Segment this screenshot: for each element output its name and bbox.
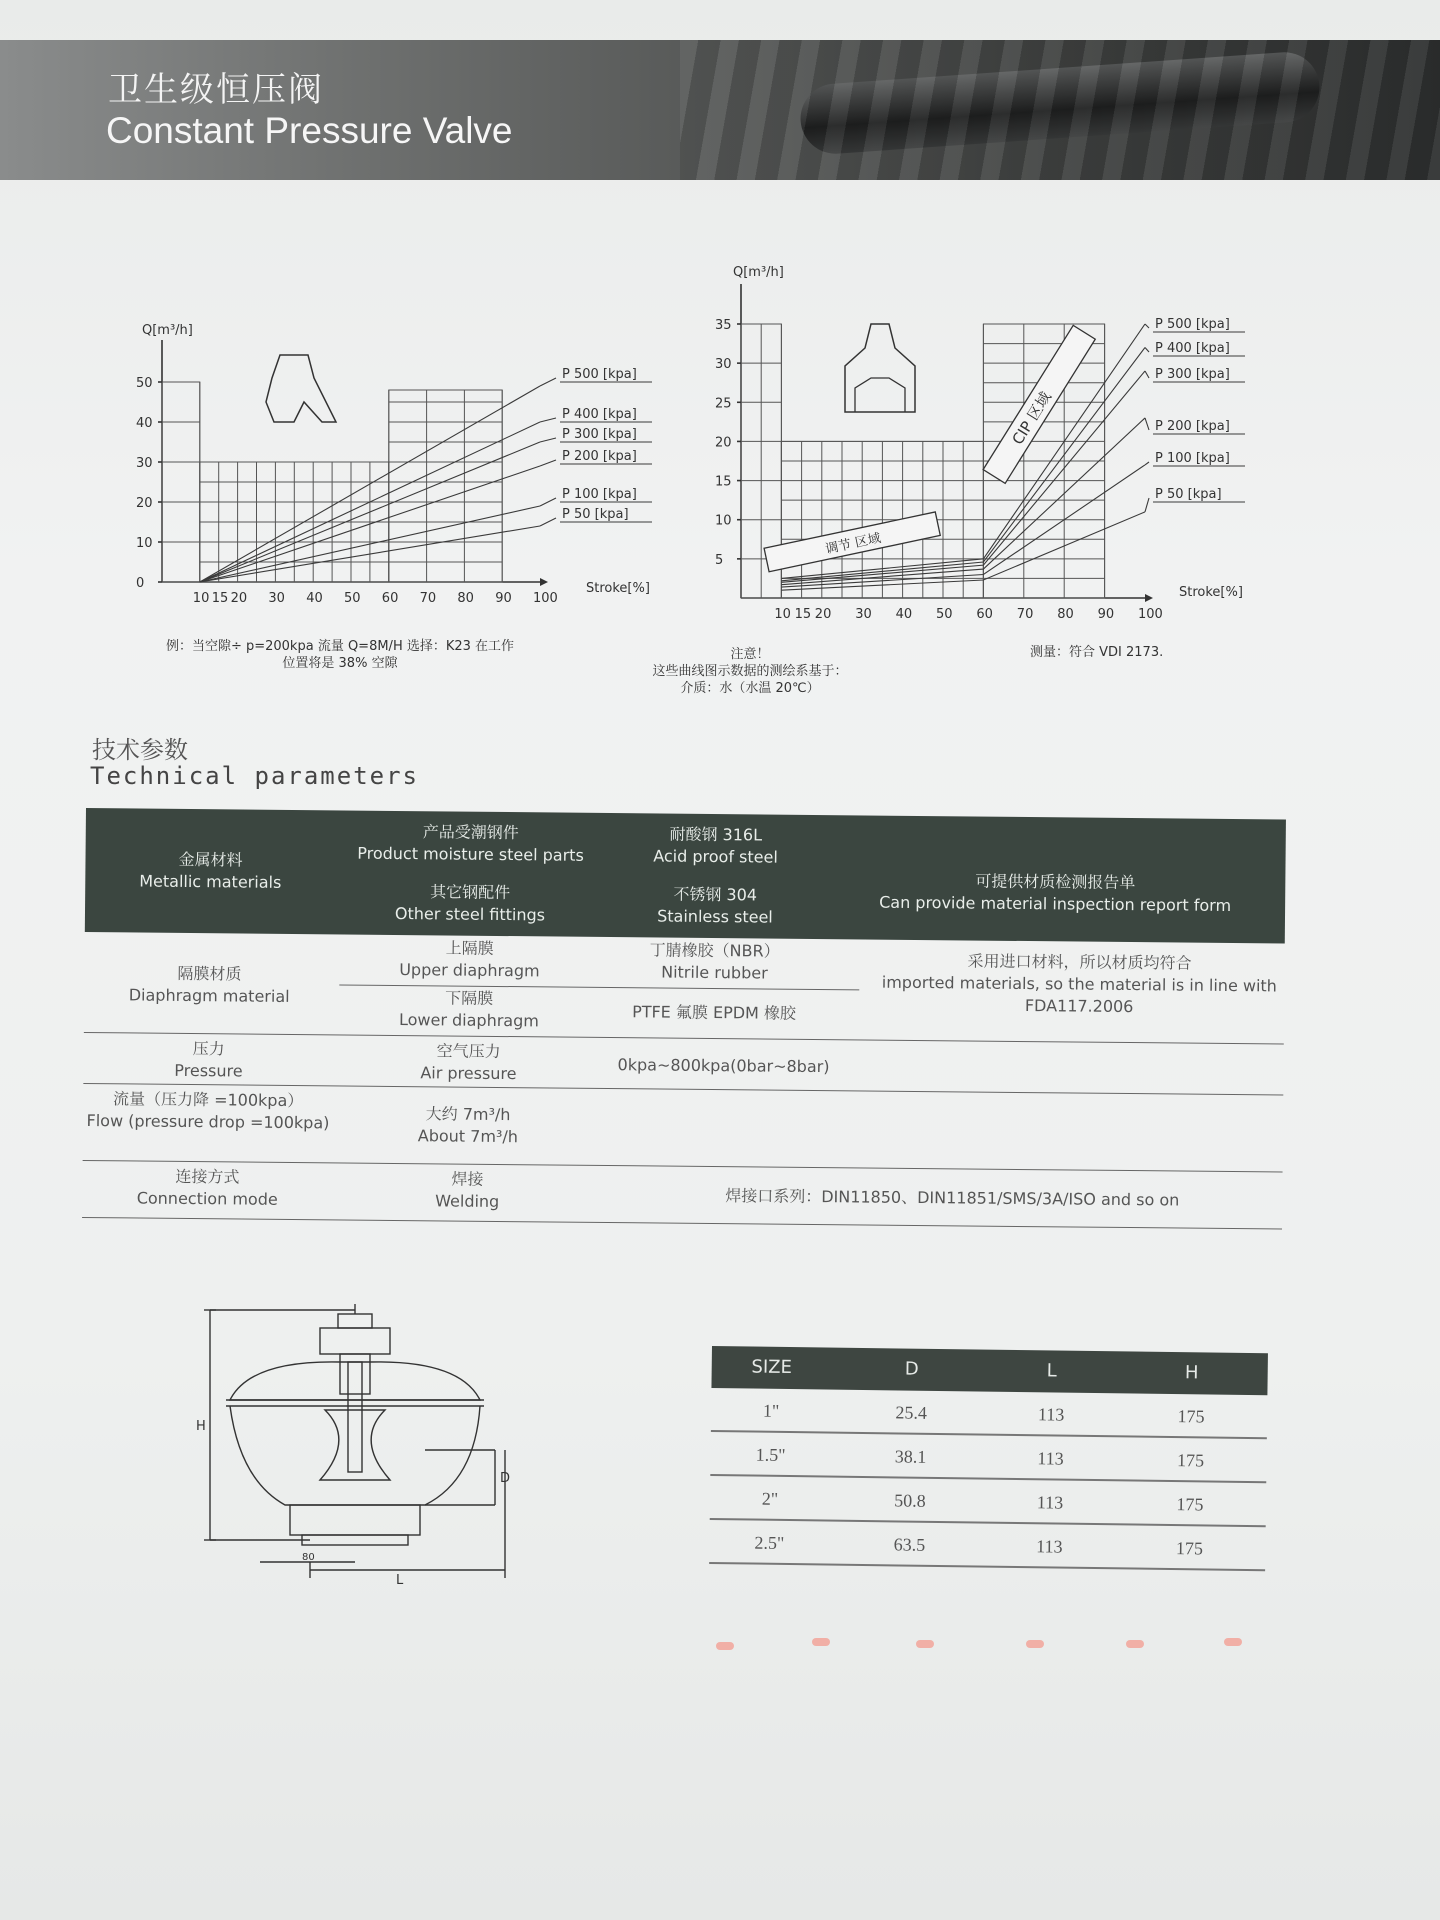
connection-label bbox=[82, 1165, 332, 1211]
report-en: Can provide material inspection report form bbox=[879, 892, 1232, 915]
air-pressure-cn: 空气压力 bbox=[436, 1041, 501, 1061]
chart1-legend bbox=[540, 367, 652, 526]
legend-label: P 400 [kpa] bbox=[562, 407, 637, 422]
laser-dot bbox=[716, 1642, 734, 1650]
y-tick-label: 25 bbox=[715, 396, 732, 412]
chart2-note-line1: 注意！ bbox=[730, 647, 770, 662]
flow-value-en: About 7m³/h bbox=[417, 1126, 519, 1147]
x-tick-label: 60 bbox=[976, 607, 993, 622]
tech-table-header bbox=[85, 808, 1286, 944]
cip-zone-label: CIP 区域 bbox=[1008, 388, 1055, 448]
x-tick-label: 50 bbox=[344, 591, 361, 606]
x-tick-label: 20 bbox=[814, 607, 832, 622]
legend-leader bbox=[540, 438, 556, 442]
pressure-label-en: Pressure bbox=[174, 1060, 243, 1081]
legend-label: P 100 [kpa] bbox=[1155, 451, 1230, 466]
size-cell: 1" bbox=[762, 1400, 780, 1421]
grid-box bbox=[389, 390, 502, 582]
air-pressure bbox=[333, 1039, 603, 1086]
legend-leader bbox=[1145, 347, 1149, 352]
welding-cn: 焊接 bbox=[451, 1169, 484, 1189]
pressure-label bbox=[83, 1037, 333, 1083]
cip-zone-band bbox=[983, 325, 1095, 483]
h-header: H bbox=[1184, 1362, 1199, 1384]
l-cell: 113 bbox=[1037, 1448, 1064, 1469]
size-row bbox=[710, 1476, 1267, 1527]
legend-leader bbox=[540, 498, 556, 506]
x-tick-label: 20 bbox=[230, 591, 248, 606]
x-tick-label: 15 bbox=[211, 591, 229, 606]
import-note-standard: FDA117.2006 bbox=[1024, 996, 1134, 1017]
x-tick-label: 30 bbox=[268, 591, 285, 606]
size-row bbox=[711, 1388, 1268, 1439]
size-cell: 1.5" bbox=[755, 1444, 786, 1465]
size-row bbox=[710, 1432, 1267, 1483]
stainless-cell bbox=[605, 883, 825, 929]
connection-label-cn: 连接方式 bbox=[175, 1166, 240, 1187]
l-cell: 113 bbox=[1037, 1404, 1065, 1425]
tech-row-flow bbox=[83, 1084, 1284, 1173]
diaphragm-label bbox=[84, 962, 334, 1008]
lower-diaphragm-value: PTFE 氟膜 EPDM 橡胶 bbox=[632, 1002, 797, 1023]
legend-label: P 200 [kpa] bbox=[1155, 419, 1230, 434]
y-tick-label: 50 bbox=[136, 376, 153, 391]
laser-dot bbox=[812, 1638, 830, 1646]
y-tick-label: 15 bbox=[715, 474, 732, 490]
section-title-en: Technical parameters bbox=[90, 762, 419, 790]
x-tick-label: 80 bbox=[457, 591, 474, 606]
connection-series: 焊接口系列：DIN11850、DIN11851/SMS/3A/ISO and so on bbox=[725, 1186, 1180, 1210]
legend-label: P 500 [kpa] bbox=[562, 367, 637, 382]
chart1-ylabel: Q[m³/h] bbox=[142, 323, 193, 338]
flow-label-cn: 流量（压力降 =100kpa） bbox=[112, 1089, 304, 1111]
report-cell bbox=[825, 869, 1285, 917]
y-tick-label: 30 bbox=[715, 357, 732, 373]
lower-diaphragm-en: Lower diaphragm bbox=[398, 1010, 539, 1031]
diaphragm-label-en: Diaphragm material bbox=[128, 985, 290, 1006]
import-note bbox=[874, 950, 1285, 1020]
y-tick-label: 30 bbox=[136, 456, 153, 471]
tech-row-diaphragm bbox=[84, 932, 1285, 1045]
import-note-cn: 采用进口材料，所以材质均符合 bbox=[967, 951, 1192, 973]
legend-leader bbox=[540, 378, 556, 386]
x-tick-label: 60 bbox=[381, 591, 399, 606]
regulating-zone-band bbox=[764, 512, 940, 572]
upper-diaphragm-value-cn: 丁腈橡胶（NBR） bbox=[649, 940, 780, 961]
l-header: L bbox=[1046, 1360, 1057, 1382]
page-title-en: Constant Pressure Valve bbox=[106, 110, 513, 151]
lower-diaphragm-cn: 下隔膜 bbox=[445, 988, 494, 1008]
chart1-note-line1: 例：当空隙÷ p=200kpa 流量 Q=8M/H 选择：K23 在工作 bbox=[165, 639, 515, 654]
x-tick-label: 90 bbox=[495, 591, 512, 606]
h-cell: 175 bbox=[1176, 1450, 1205, 1471]
d-cell: 63.5 bbox=[893, 1534, 926, 1555]
chart1-x-arrow bbox=[540, 578, 548, 586]
section-title-cn: 技术参数 bbox=[92, 736, 188, 764]
x-tick-label: 10 bbox=[774, 607, 791, 622]
x-tick-label: 50 bbox=[936, 607, 953, 622]
valve-sketch-icon bbox=[266, 355, 336, 422]
x-tick-label: 100 bbox=[533, 591, 558, 606]
acid-proof-cell bbox=[605, 823, 825, 869]
y-tick-label: 0 bbox=[136, 576, 145, 591]
chart2-measure-note: 测量：符合 VDI 2173. bbox=[1030, 645, 1164, 660]
chart2-note-line3: 介质：水（水温 20℃） bbox=[680, 681, 820, 696]
size-row bbox=[709, 1520, 1266, 1571]
grid-box bbox=[162, 382, 200, 582]
technical-parameters-table bbox=[82, 808, 1286, 1230]
parts-en: Product moisture steel parts bbox=[357, 843, 584, 865]
legend-label: P 50 [kpa] bbox=[1155, 487, 1222, 502]
x-tick-label: 40 bbox=[895, 607, 913, 622]
valve-sketch-inner-icon bbox=[855, 378, 905, 412]
laser-dot bbox=[916, 1640, 934, 1648]
metal-materials-cell bbox=[85, 848, 335, 894]
chart1-ticks bbox=[136, 376, 558, 606]
legend-leader bbox=[1145, 498, 1149, 512]
legend-leader bbox=[1145, 462, 1149, 465]
flow-chart-right bbox=[705, 262, 1265, 622]
x-tick-label: 30 bbox=[855, 607, 872, 622]
other-fittings-en: Other steel fittings bbox=[394, 903, 546, 925]
laser-dot bbox=[1126, 1640, 1144, 1648]
x-tick-label: 80 bbox=[1057, 607, 1074, 622]
legend-label: P 50 [kpa] bbox=[562, 507, 629, 522]
upper-diaphragm-value bbox=[604, 939, 824, 985]
laser-dot bbox=[1026, 1640, 1044, 1648]
flow-value bbox=[333, 1102, 603, 1149]
legend-leader bbox=[1145, 418, 1149, 430]
d-cell: 25.4 bbox=[895, 1402, 928, 1423]
flow-chart-left bbox=[100, 320, 660, 650]
report-cn: 可提供材质检测报告单 bbox=[975, 871, 1136, 893]
svg-text:H: H bbox=[196, 1419, 206, 1434]
legend-leader bbox=[1145, 324, 1149, 328]
y-tick-label: 5 bbox=[715, 552, 724, 568]
acid-proof-en: Acid proof steel bbox=[653, 846, 778, 867]
l-cell: 113 bbox=[1036, 1536, 1063, 1557]
stainless-en: Stainless steel bbox=[657, 906, 773, 927]
welding bbox=[332, 1167, 602, 1214]
other-fittings-cn: 其它钢配件 bbox=[430, 882, 511, 903]
pressure-label-cn: 压力 bbox=[192, 1039, 225, 1059]
legend-label: P 400 [kpa] bbox=[1155, 341, 1230, 356]
x-tick-label: 15 bbox=[794, 607, 812, 622]
d-header: D bbox=[904, 1358, 919, 1380]
valve-technical-drawing bbox=[190, 1300, 570, 1600]
chart1-note-line2: 位置将是 38% 空隙 bbox=[282, 656, 398, 671]
chart1-note bbox=[130, 638, 550, 672]
parts-cell bbox=[335, 820, 605, 867]
y-tick-label: 40 bbox=[136, 416, 153, 431]
size-header: SIZE bbox=[751, 1356, 793, 1379]
pressure-value: 0kpa~800kpa(0bar~8bar) bbox=[617, 1055, 830, 1077]
h-cell: 175 bbox=[1177, 1406, 1205, 1427]
banner-texture bbox=[680, 40, 1440, 180]
other-fittings-cell bbox=[335, 880, 605, 927]
x-tick-label: 70 bbox=[1016, 607, 1034, 622]
chart2-ylabel: Q[m³/h] bbox=[733, 265, 784, 280]
size-cell: 2.5" bbox=[754, 1532, 785, 1553]
d-cell: 50.8 bbox=[894, 1490, 926, 1511]
upper-diaphragm-value-en: Nitrile rubber bbox=[661, 962, 768, 983]
chart2-note-line2: 这些曲线图示数据的测绘系基于： bbox=[652, 664, 848, 679]
y-tick-label: 10 bbox=[715, 513, 732, 529]
l-cell: 113 bbox=[1036, 1492, 1064, 1513]
legend-label: P 300 [kpa] bbox=[562, 427, 637, 442]
size-table-header bbox=[711, 1346, 1268, 1395]
svg-text:80: 80 bbox=[302, 1552, 315, 1563]
h-cell: 175 bbox=[1175, 1538, 1204, 1559]
legend-label: P 200 [kpa] bbox=[562, 449, 637, 464]
legend-leader bbox=[540, 460, 556, 466]
acid-proof-cn: 耐酸钢 316L bbox=[669, 824, 763, 845]
h-cell: 175 bbox=[1176, 1494, 1204, 1515]
import-note-en: imported materials, so the material is in line with bbox=[881, 972, 1277, 996]
chart2-note bbox=[600, 646, 900, 697]
chart1-xlabel: Stroke[%] bbox=[586, 581, 650, 596]
x-tick-label: 10 bbox=[192, 591, 210, 606]
connection-label-en: Connection mode bbox=[136, 1188, 278, 1209]
legend-label: P 100 [kpa] bbox=[562, 487, 637, 502]
metal-materials-en: Metallic materials bbox=[139, 871, 282, 892]
lower-diaphragm bbox=[334, 986, 604, 1033]
upper-diaphragm bbox=[334, 936, 604, 983]
parts-cn: 产品受潮钢件 bbox=[422, 822, 519, 843]
legend-label: P 500 [kpa] bbox=[1155, 317, 1230, 332]
flow-label bbox=[83, 1088, 333, 1134]
d-cell: 38.1 bbox=[894, 1446, 927, 1467]
legend-leader bbox=[540, 518, 556, 526]
air-pressure-en: Air pressure bbox=[420, 1063, 517, 1084]
x-tick-label: 70 bbox=[419, 591, 437, 606]
chart2-xlabel: Stroke[%] bbox=[1179, 585, 1243, 600]
x-tick-label: 90 bbox=[1097, 607, 1115, 622]
chart2-legend bbox=[1145, 317, 1245, 512]
page-title-cn: 卫生级恒压阀 bbox=[108, 70, 324, 110]
upper-diaphragm-en: Upper diaphragm bbox=[399, 960, 540, 981]
welding-en: Welding bbox=[435, 1191, 500, 1211]
regulating-zone-label: 调节 区域 bbox=[824, 531, 883, 558]
stainless-cn: 不锈钢 304 bbox=[673, 884, 758, 905]
svg-text:L: L bbox=[396, 1573, 404, 1588]
laser-dot bbox=[1224, 1638, 1242, 1646]
y-tick-label: 10 bbox=[136, 536, 153, 551]
svg-text:D: D bbox=[500, 1471, 511, 1486]
flow-value-cn: 大约 7m³/h bbox=[425, 1104, 511, 1125]
x-tick-label: 100 bbox=[1138, 607, 1163, 622]
y-tick-label: 20 bbox=[715, 435, 732, 451]
legend-leader bbox=[1145, 371, 1149, 378]
flow-label-en: Flow (pressure drop =100kpa) bbox=[86, 1111, 330, 1133]
diaphragm-label-cn: 隔膜材质 bbox=[177, 963, 242, 984]
legend-leader bbox=[540, 418, 556, 422]
upper-diaphragm-cn: 上隔膜 bbox=[445, 938, 494, 958]
y-tick-label: 35 bbox=[715, 318, 732, 333]
x-tick-label: 40 bbox=[306, 591, 323, 606]
chart2-x-arrow bbox=[1145, 594, 1153, 602]
size-table bbox=[709, 1346, 1268, 1571]
size-cell: 2" bbox=[761, 1488, 779, 1509]
legend-label: P 300 [kpa] bbox=[1155, 367, 1230, 382]
metal-materials-cn: 金属材料 bbox=[178, 849, 243, 870]
tech-row-connection bbox=[82, 1161, 1282, 1230]
y-tick-label: 20 bbox=[136, 496, 153, 511]
